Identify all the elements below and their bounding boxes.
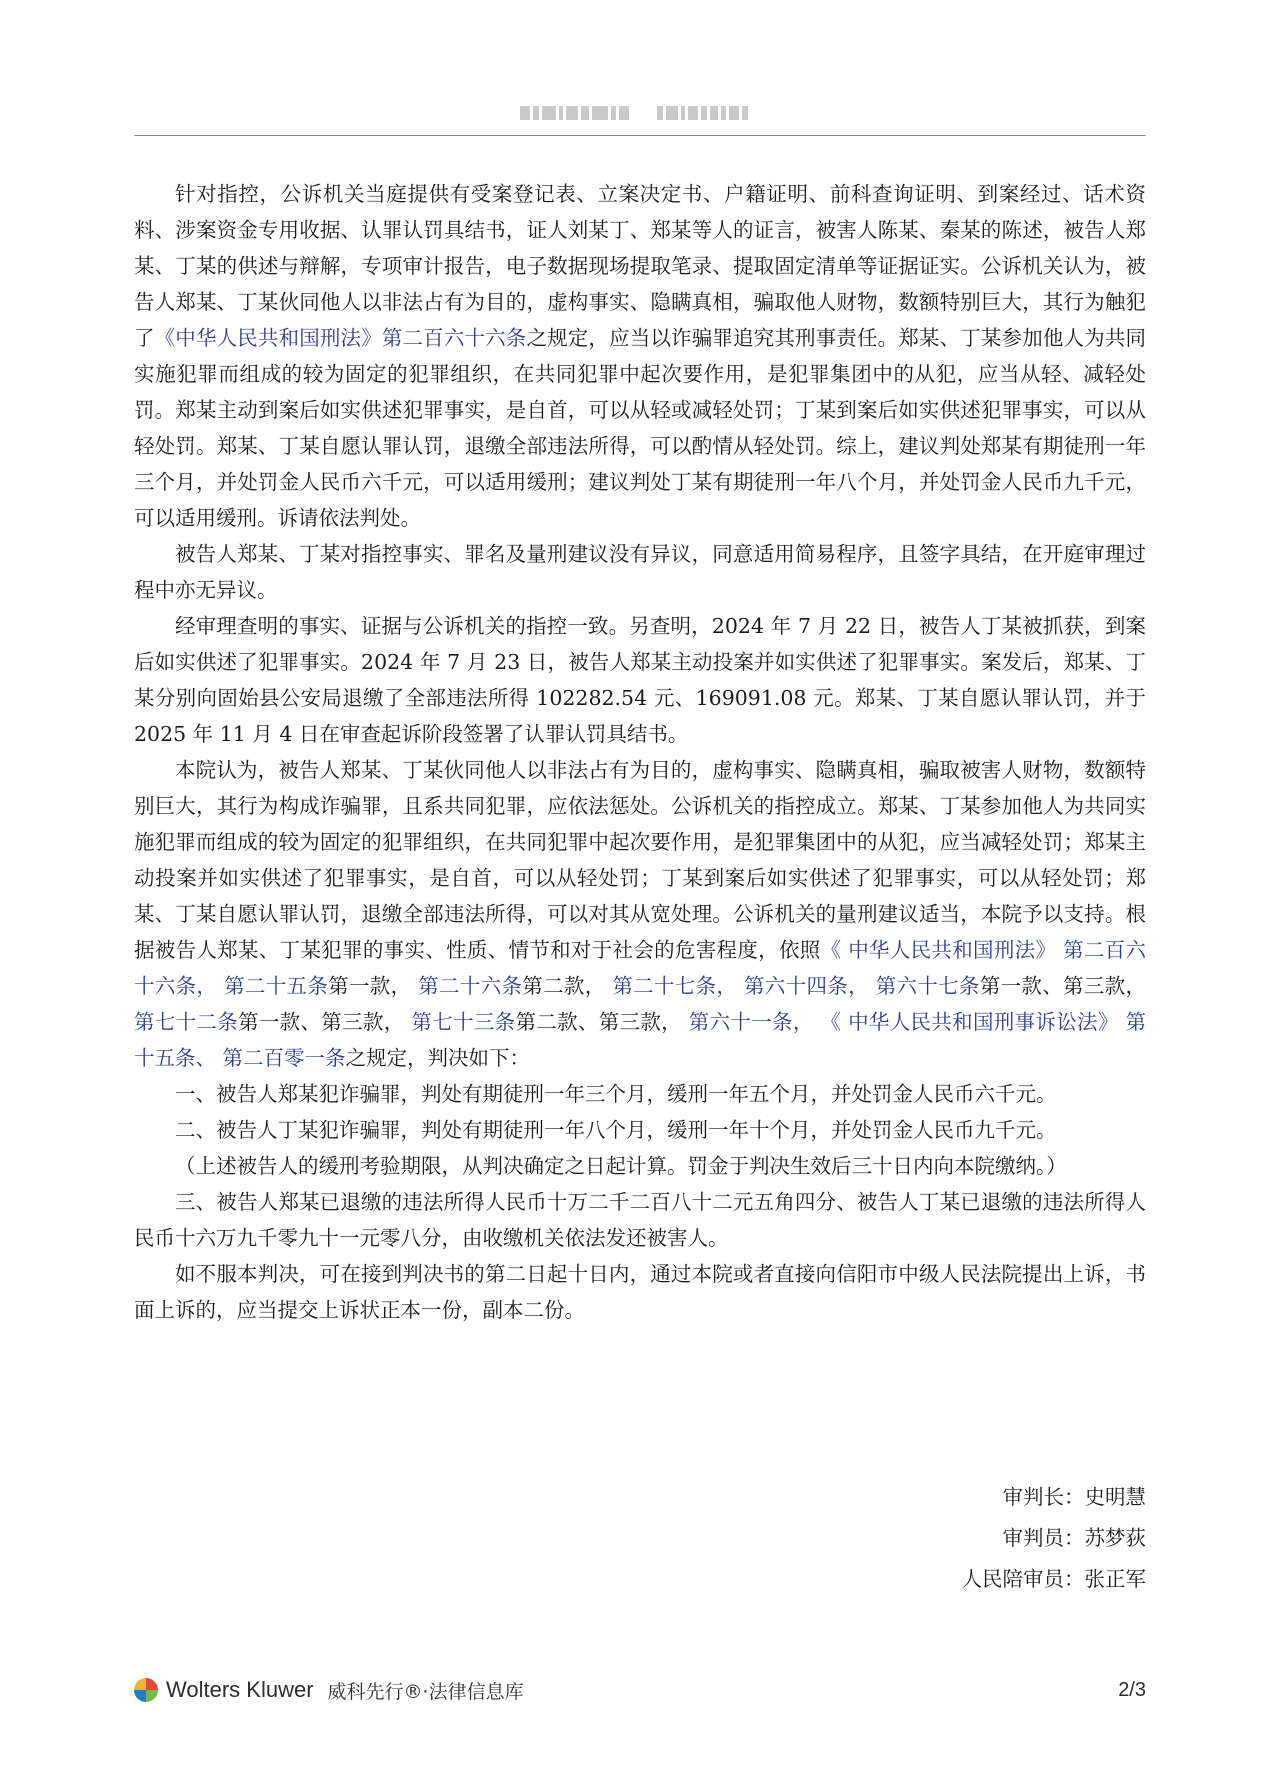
statute-link[interactable]: 第六十一条， 《 中华人民共和国刑事诉讼法》 第十五条、 第二百零一条 (134, 1010, 1146, 1070)
signature-people-assessor: 人民陪审员：张正军 (961, 1567, 1146, 1591)
statute-link[interactable]: 第二十五条 (224, 974, 329, 998)
redacted-header-mark (520, 102, 760, 124)
footer-brand: Wolters Kluwer (166, 1677, 314, 1702)
paragraph-text: 第一款， (328, 974, 419, 998)
page-number: 2/3 (1118, 1678, 1146, 1701)
paragraph-text: 第二款、第三款， (515, 1010, 689, 1034)
statute-link[interactable]: 第七十二条 (134, 1010, 239, 1034)
judgment-body (134, 176, 1146, 1328)
paragraph (134, 536, 1146, 608)
paragraph-text: 第一款、第三款， (238, 1010, 412, 1034)
paragraph-text: 经审理查明的事实、证据与公诉机关的指控一致。另查明，2024 年 7 月 22 日，被告人丁某被抓获，到案后如实供述了犯罪事实。2024 年 7 月 23 日，被告人郑某主动投案并如实供述了犯罪事实。案发后，郑某、丁某分别向固始县公安局退缴了全部违法所得 102282.54 元、169091.08 元。郑某、丁某自愿认罪认罚，并于 2025 年 11 月 4 日在审查起诉阶段签署了认罪认罚具结书。 (134, 614, 1146, 746)
paragraph (134, 1076, 1146, 1112)
paragraph (134, 1184, 1146, 1256)
paragraph-text: 被告人郑某、丁某对指控事实、罪名及量刑建议没有异议，同意适用简易程序，且签字具结，在开庭审理过程中亦无异议。 (134, 542, 1146, 602)
signature-judge: 审判员：苏梦荻 (1002, 1526, 1146, 1550)
paragraph-text: 本院认为，被告人郑某、丁某伙同他人以非法占有为目的，虚构事实、隐瞒真相，骗取被害人财物，数额特别巨大，其行为构成诈骗罪，且系共同犯罪，应依法惩处。公诉机关的指控成立。郑某、丁某参加他人为共同实施犯罪而组成的较为固定的犯罪组织，在共同犯罪中起次要作用，是犯罪集团中的从犯，应当减轻处罚；郑某主动投案并如实供述了犯罪事实，是自首，可以从轻处罚；丁某到案后如实供述了犯罪事实，可以从轻处罚；郑某、丁某自愿认罪认罚，退缴全部违法所得，可以对其从宽处理。公诉机关的量刑建议适当，本院予以支持。根据被告人郑某、丁某犯罪的事实、性质、情节和对于社会的危害程度，依照 (134, 758, 1146, 962)
statute-link[interactable]: 第二十七条， 第六十四条， 第六十七条 (612, 974, 980, 998)
paragraph-text: 如不服本判决，可在接到判决书的第二日起十日内，通过本院或者直接向信阳市中级人民法院提出上诉，书面上诉的，应当提交上诉状正本一份，副本二份。 (134, 1262, 1146, 1322)
paragraph (134, 176, 1146, 536)
paragraph-text: 二、被告人丁某犯诈骗罪，判处有期徒刑一年八个月，缓刑一年十个月，并处罚金人民币九千元。 (175, 1118, 1057, 1142)
signature-presiding-judge: 审判长：史明慧 (1002, 1485, 1146, 1509)
paragraph-text: 第二款， (522, 974, 613, 998)
statute-link[interactable]: 《中华人民共和国刑法》第二百六十六条 (154, 326, 527, 350)
paragraph (134, 1256, 1146, 1328)
paragraph (134, 1112, 1146, 1148)
statute-link[interactable]: 第二十六条 (418, 974, 523, 998)
paragraph-text: 一、被告人郑某犯诈骗罪，判处有期徒刑一年三个月，缓刑一年五个月，并处罚金人民币六千元。 (175, 1082, 1057, 1106)
paragraph-text: 之规定，判决如下： (345, 1046, 531, 1070)
paragraph (134, 1148, 1146, 1184)
footer-brand-cn: 威科先行®·法律信息库 (327, 1680, 524, 1703)
paragraph-text: 之规定，应当以诈骗罪追究其刑事责任。郑某、丁某参加他人为共同实施犯罪而组成的较为固定的犯罪组织，在共同犯罪中起次要作用，是犯罪集团中的从犯，应当从轻、减轻处罚。郑某主动到案后如实供述犯罪事实，是自首，可以从轻或减轻处罚；丁某到案后如实供述犯罪事实，可以从轻处罚。郑某、丁某自愿认罪认罚，退缴全部违法所得，可以酌情从轻处罚。综上，建议判处郑某有期徒刑一年三个月，并处罚金人民币六千元，可以适用缓刑；建议判处丁某有期徒刑一年八个月，并处罚金人民币九千元，可以适用缓刑。诉请依法判处。 (134, 326, 1146, 530)
wolters-kluwer-logo-icon (134, 1678, 158, 1702)
paragraph-text: 第一款、第三款， (979, 974, 1146, 998)
paragraph-text: 针对指控，公诉机关当庭提供有受案登记表、立案决定书、户籍证明、前科查询证明、到案经过、话术资料、涉案资金专用收据、认罪认罚具结书，证人刘某丁、郑某等人的证言，被害人陈某、秦某的陈述，被告人郑某、丁某的供述与辩解，专项审计报告，电子数据现场提取笔录、提取固定清单等证据证实。公诉机关认为，被告人郑某、丁某伙同他人以非法占有为目的，虚构事实、隐瞒真相，骗取他人财物，数额特别巨大，其行为触犯了 (134, 182, 1146, 350)
header-rule (134, 135, 1146, 136)
paragraph-text: （上述被告人的缓刑考验期限，从判决确定之日起计算。罚金于判决生效后三十日内向本院缴纳。） (175, 1154, 1067, 1178)
statute-link[interactable]: 第七十三条 (411, 1010, 516, 1034)
paragraph (134, 752, 1146, 1076)
page-footer (134, 1672, 1146, 1708)
statute-link[interactable]: 《 中华人民共和国刑法》 第二百六十六条， (134, 938, 1146, 998)
paragraph-text: 三、被告人郑某已退缴的违法所得人民币十万二千二百八十二元五角四分、被告人丁某已退缴的违法所得人民币十六万九千零九十一元零八分，由收缴机关依法发还被害人。 (134, 1190, 1146, 1250)
paragraph (134, 608, 1146, 752)
